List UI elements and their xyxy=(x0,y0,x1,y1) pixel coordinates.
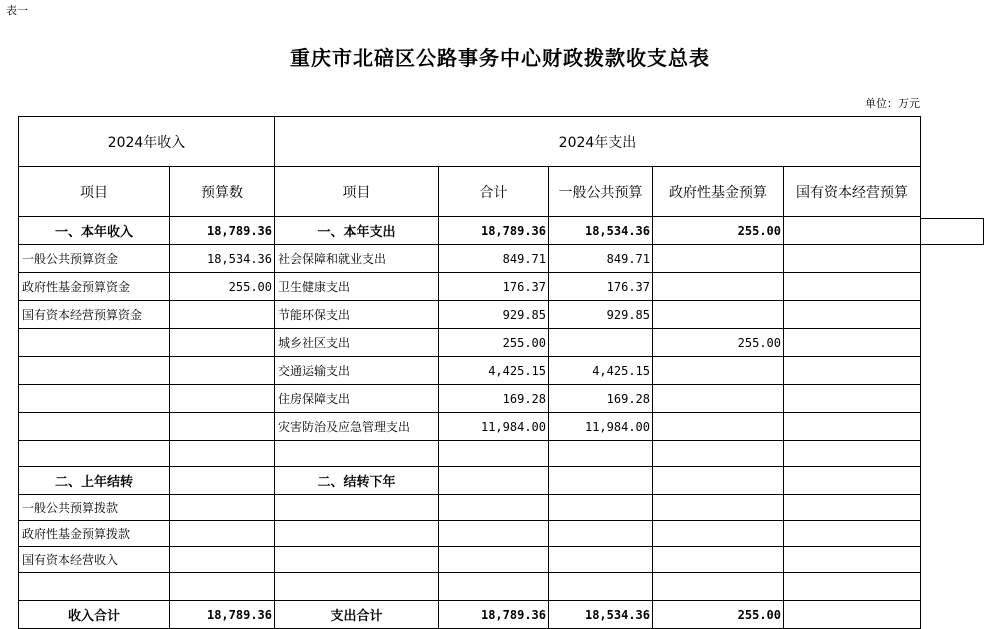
income-value-cell xyxy=(170,495,275,521)
expense-total-cell xyxy=(439,441,549,467)
expense-item-cell: 城乡社区支出 xyxy=(275,329,439,357)
col-header-income-item: 项目 xyxy=(19,167,170,217)
expense-item-cell: 社会保障和就业支出 xyxy=(275,245,439,273)
col-header-budget: 预算数 xyxy=(170,167,275,217)
expense-item-cell: 灾害防治及应急管理支出 xyxy=(275,413,439,441)
fund-budget-cell xyxy=(653,301,784,329)
income-value-cell xyxy=(170,467,275,495)
state-capital-cell xyxy=(784,357,921,385)
expense-item-cell xyxy=(275,495,439,521)
fund-budget-cell xyxy=(653,547,784,573)
expense-item-cell xyxy=(275,573,439,601)
column-header-row xyxy=(19,167,921,217)
general-budget-cell: 11,984.00 xyxy=(549,413,653,441)
income-item-cell: 国有资本经营收入 xyxy=(19,547,170,573)
expense-item-cell xyxy=(275,441,439,467)
expense-item-cell: 二、结转下年 xyxy=(275,467,439,495)
expense-item-cell: 交通运输支出 xyxy=(275,357,439,385)
fund-budget-cell xyxy=(653,385,784,413)
table-number-label: 表一 xyxy=(6,4,28,17)
table-row xyxy=(19,413,921,441)
expense-total-cell: 929.85 xyxy=(439,301,549,329)
general-budget-cell: 169.28 xyxy=(549,385,653,413)
income-value-cell xyxy=(170,357,275,385)
general-budget-cell: 929.85 xyxy=(549,301,653,329)
income-value-cell: 18,534.36 xyxy=(170,245,275,273)
state-capital-cell xyxy=(784,245,921,273)
expense-total-cell: 18,789.36 xyxy=(439,217,549,245)
income-value-cell: 18,789.36 xyxy=(170,217,275,245)
general-budget-cell xyxy=(549,329,653,357)
table-row xyxy=(19,573,921,601)
state-capital-cell xyxy=(784,441,921,467)
state-capital-cell xyxy=(784,495,921,521)
fund-budget-cell xyxy=(653,573,784,601)
table-row xyxy=(19,495,921,521)
state-capital-cell xyxy=(784,301,921,329)
fund-budget-cell: 255.00 xyxy=(653,217,784,245)
expense-item-cell: 一、本年支出 xyxy=(275,217,439,245)
income-value-cell: 255.00 xyxy=(170,273,275,301)
general-budget-cell xyxy=(549,521,653,547)
income-value-cell xyxy=(170,547,275,573)
expense-item-cell: 支出合计 xyxy=(275,601,439,629)
unit-label: 单位：万元 xyxy=(865,97,920,110)
state-capital-cell xyxy=(784,601,921,629)
general-budget-cell xyxy=(549,573,653,601)
fund-budget-cell xyxy=(653,467,784,495)
table-row xyxy=(19,301,921,329)
state-capital-cell xyxy=(784,521,921,547)
expense-item-cell: 住房保障支出 xyxy=(275,385,439,413)
fund-budget-cell xyxy=(653,521,784,547)
table-row xyxy=(19,601,921,629)
expense-total-cell xyxy=(439,547,549,573)
state-capital-cell xyxy=(784,329,921,357)
table-row xyxy=(19,521,921,547)
general-budget-cell xyxy=(549,495,653,521)
page-title: 重庆市北碚区公路事务中心财政拨款收支总表 xyxy=(290,46,710,70)
state-capital-cell xyxy=(784,217,921,245)
general-budget-cell: 849.71 xyxy=(549,245,653,273)
income-value-cell: 18,789.36 xyxy=(170,601,275,629)
table-row xyxy=(19,441,921,467)
col-header-total: 合计 xyxy=(439,167,549,217)
state-capital-cell xyxy=(784,273,921,301)
income-value-cell xyxy=(170,573,275,601)
general-budget-cell xyxy=(549,547,653,573)
state-capital-cell xyxy=(784,547,921,573)
income-value-cell xyxy=(170,385,275,413)
table-row xyxy=(19,357,921,385)
table-row xyxy=(19,467,921,495)
income-item-cell: 一般公共预算拨款 xyxy=(19,495,170,521)
income-item-cell: 一、本年收入 xyxy=(19,217,170,245)
expense-item-cell xyxy=(275,547,439,573)
table-row xyxy=(19,273,921,301)
state-capital-cell xyxy=(784,467,921,495)
income-item-cell xyxy=(19,573,170,601)
income-item-cell xyxy=(19,385,170,413)
expense-total-cell xyxy=(439,495,549,521)
expense-item-cell: 节能环保支出 xyxy=(275,301,439,329)
expense-total-cell xyxy=(439,573,549,601)
expense-total-cell: 849.71 xyxy=(439,245,549,273)
income-item-cell: 收入合计 xyxy=(19,601,170,629)
expense-total-cell: 11,984.00 xyxy=(439,413,549,441)
expense-group-header: 2024年支出 xyxy=(275,117,921,167)
col-header-general: 一般公共预算 xyxy=(549,167,653,217)
fund-budget-cell xyxy=(653,273,784,301)
expense-total-cell: 169.28 xyxy=(439,385,549,413)
state-capital-cell xyxy=(784,573,921,601)
income-item-cell: 一般公共预算资金 xyxy=(19,245,170,273)
table-row xyxy=(19,329,921,357)
income-item-cell xyxy=(19,413,170,441)
table-row xyxy=(19,385,921,413)
general-budget-cell xyxy=(549,467,653,495)
expense-total-cell xyxy=(439,467,549,495)
income-item-cell: 政府性基金预算拨款 xyxy=(19,521,170,547)
income-item-cell xyxy=(19,329,170,357)
col-header-fund: 政府性基金预算 xyxy=(653,167,784,217)
general-budget-cell: 18,534.36 xyxy=(549,601,653,629)
income-group-header: 2024年收入 xyxy=(19,117,275,167)
income-value-cell xyxy=(170,301,275,329)
income-item-cell xyxy=(19,441,170,467)
state-capital-cell xyxy=(784,413,921,441)
income-value-cell xyxy=(170,329,275,357)
col-header-state: 国有资本经营预算 xyxy=(784,167,921,217)
general-budget-cell xyxy=(549,441,653,467)
income-item-cell xyxy=(19,357,170,385)
expense-item-cell: 卫生健康支出 xyxy=(275,273,439,301)
fund-budget-cell: 255.00 xyxy=(653,601,784,629)
state-capital-cell xyxy=(784,385,921,413)
fund-budget-cell xyxy=(653,357,784,385)
table-row xyxy=(19,547,921,573)
fund-budget-cell xyxy=(653,441,784,467)
general-budget-cell: 176.37 xyxy=(549,273,653,301)
budget-summary-table xyxy=(18,116,921,629)
expense-total-cell: 18,789.36 xyxy=(439,601,549,629)
expense-total-cell: 4,425.15 xyxy=(439,357,549,385)
general-budget-cell: 4,425.15 xyxy=(549,357,653,385)
income-item-cell: 二、上年结转 xyxy=(19,467,170,495)
income-item-cell: 国有资本经营预算资金 xyxy=(19,301,170,329)
expense-total-cell: 255.00 xyxy=(439,329,549,357)
group-header-row xyxy=(19,117,921,167)
expense-total-cell: 176.37 xyxy=(439,273,549,301)
fund-budget-cell xyxy=(653,413,784,441)
expense-item-cell xyxy=(275,521,439,547)
income-value-cell xyxy=(170,413,275,441)
col-header-expense-item: 项目 xyxy=(275,167,439,217)
fund-budget-cell: 255.00 xyxy=(653,329,784,357)
general-budget-cell: 18,534.36 xyxy=(549,217,653,245)
income-item-cell: 政府性基金预算资金 xyxy=(19,273,170,301)
table-row xyxy=(19,245,921,273)
expense-total-cell xyxy=(439,521,549,547)
table-row xyxy=(19,217,921,245)
fund-budget-cell xyxy=(653,245,784,273)
fund-budget-cell xyxy=(653,495,784,521)
table-edge-cell xyxy=(921,218,984,245)
income-value-cell xyxy=(170,521,275,547)
income-value-cell xyxy=(170,441,275,467)
